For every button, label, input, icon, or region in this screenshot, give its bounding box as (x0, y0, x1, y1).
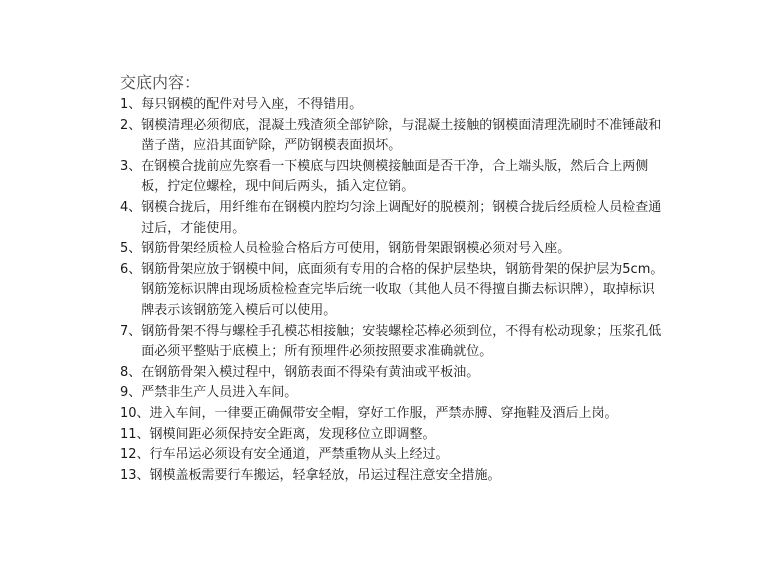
list-item (120, 260, 665, 322)
item-text: 进入车间，一律要正确佩带安全帽，穿好工作服，严禁赤膊、穿拖鞋及酒后上岗。 (149, 405, 618, 421)
item-text: 钢筋骨架不得与螺栓手孔模芯相接触；安装螺栓芯棒必须到位，不得有松动现象；压浆孔低面必须平整贴于底模上；所有预埋件必须按照要求准确就位。 (141, 323, 662, 360)
item-number: 4、 (120, 199, 142, 215)
item-number: 3、 (120, 158, 142, 174)
item-text: 钢模清理必须彻底，混凝土残渣须全部铲除，与混凝土接触的钢模面清理洗刷时不准锤敲和凿子凿，应沿其面铲除，严防钢模表面损坏。 (141, 117, 662, 154)
item-number: 10、 (120, 405, 150, 421)
briefing-content (120, 72, 665, 486)
list-item (120, 363, 665, 384)
item-number: 8、 (120, 364, 142, 380)
item-number: 12、 (120, 447, 150, 463)
item-text: 在钢模合拢前应先察看一下模底与四块侧模接触面是否干净，合上端头版，然后合上两侧板，拧定位螺栓，现中间后两头，插入定位销。 (141, 158, 649, 195)
item-text: 钢筋骨架应放于钢模中间，底面须有专用的合格的保护层垫块，钢筋骨架的保护层为5cm。钢筋笼标识牌由现场质检检查完毕后统一收取（其他人员不得擅自撕去标识牌），取掉标识牌表示该钢筋笼入模后可以使用。 (141, 261, 664, 318)
item-number: 2、 (120, 117, 142, 133)
list-item (120, 116, 665, 157)
item-number: 11、 (120, 426, 150, 442)
list-item (120, 466, 665, 487)
item-text: 每只钢模的配件对号入座，不得错用。 (141, 97, 363, 112)
list-item (120, 198, 665, 239)
item-number: 9、 (120, 385, 142, 401)
list-item (120, 445, 665, 466)
item-text: 行车吊运必须设有安全通道，严禁重物从头上经过。 (149, 447, 449, 463)
list-item (120, 404, 665, 425)
item-number: 13、 (120, 467, 150, 483)
list-item (120, 425, 665, 446)
briefing-list (120, 95, 665, 486)
list-item (120, 383, 665, 404)
item-text: 在钢筋骨架入模过程中，钢筋表面不得染有黄油或平板油。 (141, 364, 480, 380)
item-text: 钢筋骨架经质检人员检验合格后方可使用，钢筋骨架跟钢模必须对号入座。 (141, 241, 571, 257)
item-text: 钢模盖板需要行车搬运，轻拿轻放，吊运过程注意安全措施。 (149, 467, 501, 483)
list-item (120, 322, 665, 363)
item-number: 7、 (120, 323, 142, 339)
item-text: 严禁非生产人员进入车间。 (141, 385, 298, 401)
item-number: 6、 (120, 261, 142, 277)
item-number: 5、 (120, 241, 142, 257)
section-heading: 交底内容： (120, 73, 201, 92)
item-text: 钢模间距必须保持安全距离，发现移位立即调整。 (149, 426, 436, 442)
item-text: 钢模合拢后，用纤维布在钢模内腔均匀涂上调配好的脱模剂；钢模合拢后经质检人员检查通过后，才能使用。 (141, 199, 662, 236)
list-item (120, 157, 665, 198)
item-number: 1、 (120, 97, 142, 112)
list-item (120, 239, 665, 260)
list-item (120, 95, 665, 116)
